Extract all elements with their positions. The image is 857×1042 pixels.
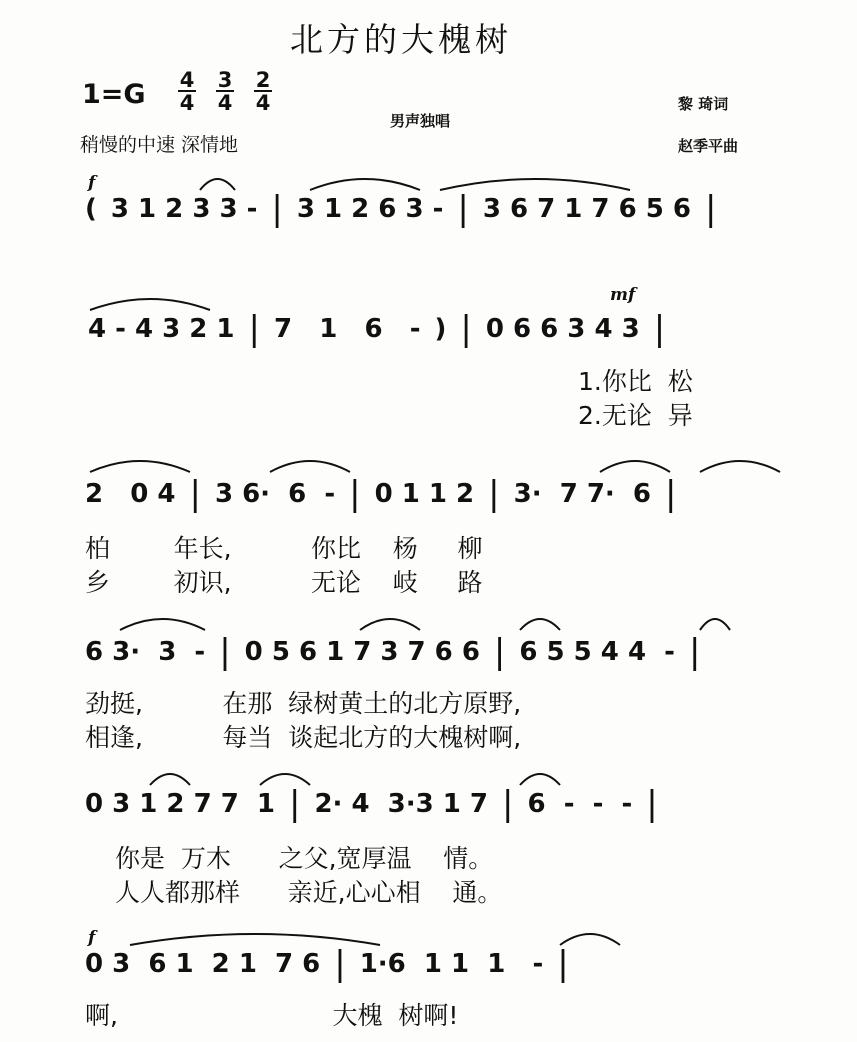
slur-arc	[200, 179, 235, 190]
measure-notes: 6 5 5 4 4 -	[519, 637, 675, 667]
slur-arc	[560, 934, 620, 945]
lyric-verse-1: 劲挺, 在那 绿树黄土的北方原野,	[85, 689, 522, 718]
key-signature: 1=G	[82, 79, 146, 110]
measure-notes: 0 6 6 3 4 3	[485, 314, 640, 344]
measure-notes: 1·6 1 1 1 -	[359, 949, 544, 979]
bar-line: |	[653, 309, 666, 349]
bar-line: |	[646, 784, 658, 824]
bar-line: |	[334, 944, 346, 984]
lyric-verse-2: 乡 初识, 无论 岐 路	[85, 568, 483, 597]
measure-notes: 4 - 4 3 2 1	[88, 314, 235, 344]
time-sig-numerator: 2	[255, 68, 271, 92]
measure-notes: 7 1 6 -	[273, 314, 421, 344]
measure-notes: 6 - - -	[527, 789, 633, 819]
time-sig-denominator: 4	[255, 91, 271, 115]
song-title: 北方的大槐树	[290, 20, 512, 59]
slur-arc	[120, 619, 205, 630]
time-sig-denominator: 4	[179, 91, 195, 115]
bar-line: |	[219, 632, 231, 672]
time-sig-numerator: 3	[217, 68, 233, 92]
measure-notes: 3 1 2 6 3 -	[296, 194, 444, 224]
repeat-bracket: (	[85, 194, 97, 224]
slur-arc	[700, 461, 780, 472]
measure-notes: 0 3 1 2 7 7 1	[85, 789, 275, 819]
time-sig-denominator: 4	[217, 91, 233, 115]
slur-arc	[90, 299, 210, 310]
measure-notes: 0 1 1 2	[374, 479, 475, 509]
bar-line: |	[502, 784, 514, 824]
measure-notes: 3 1 2 3 3 -	[110, 194, 258, 224]
slur-arc	[130, 934, 380, 945]
bar-line: |	[289, 784, 301, 824]
slur-arc	[270, 461, 350, 472]
bar-line: |	[557, 944, 569, 984]
slur-arc	[600, 461, 670, 472]
lyric-verse-2: 人人都那样 亲近,心心相 通。	[115, 878, 503, 907]
lyric-verse-1: 啊, 大槐 树啊!	[85, 1001, 459, 1030]
bar-line: |	[704, 189, 717, 229]
bar-line: |	[457, 189, 469, 229]
lyric-verse-2: 相逢, 每当 谈起北方的大槐树啊,	[85, 723, 522, 752]
lyricist-credit: 黎 琦词	[678, 95, 729, 113]
slur-arc	[90, 461, 190, 472]
performance-type: 男声独唱	[390, 112, 451, 130]
measure-notes: 3 6· 6 -	[214, 479, 336, 509]
bar-line: |	[349, 474, 361, 514]
slur-arc	[360, 619, 420, 630]
measure-notes: 0 5 6 1 7 3 7 6 6	[244, 637, 480, 667]
bar-line: |	[460, 309, 472, 349]
measure-notes: 3 6 7 1 7 6 5 6	[482, 194, 691, 224]
dynamic-marking: f	[88, 173, 96, 193]
bar-line: |	[271, 189, 283, 229]
repeat-bracket: )	[434, 314, 447, 344]
slur-arc	[150, 774, 190, 785]
lyric-verse-1: 1.你比 松	[578, 367, 693, 396]
time-sig-numerator: 4	[179, 68, 195, 92]
bar-line: |	[488, 474, 500, 514]
tempo-marking: 稍慢的中速 深情地	[80, 134, 239, 156]
slur-arc	[260, 774, 310, 785]
bar-line: |	[665, 474, 677, 514]
measure-notes: 2· 4 3·3 1 7	[314, 789, 489, 819]
slur-arc	[700, 619, 730, 630]
slur-arc	[440, 179, 630, 190]
composer-credit: 赵季平曲	[678, 137, 739, 155]
slur-arc	[310, 179, 420, 190]
dynamic-marking: mf	[610, 285, 636, 305]
bar-line: |	[189, 474, 201, 514]
measure-notes: 3· 7 7· 6	[513, 479, 652, 509]
measure-notes: 2 0 4	[85, 479, 176, 509]
bar-line: |	[248, 309, 260, 349]
lyric-verse-2: 2.无论 异	[578, 401, 693, 430]
lyric-verse-1: 柏 年长, 你比 杨 柳	[85, 534, 483, 563]
slur-arc	[520, 619, 560, 630]
bar-line: |	[493, 632, 506, 672]
slur-arc	[520, 774, 560, 785]
measure-notes: 0 3 6 1 2 1 7 6	[85, 949, 321, 979]
measure-notes: 6 3· 3 -	[85, 637, 206, 667]
bar-line: |	[688, 632, 701, 672]
lyric-verse-1: 你是 万木 之父,宽厚温 情。	[115, 844, 494, 873]
dynamic-marking: f	[88, 928, 96, 948]
